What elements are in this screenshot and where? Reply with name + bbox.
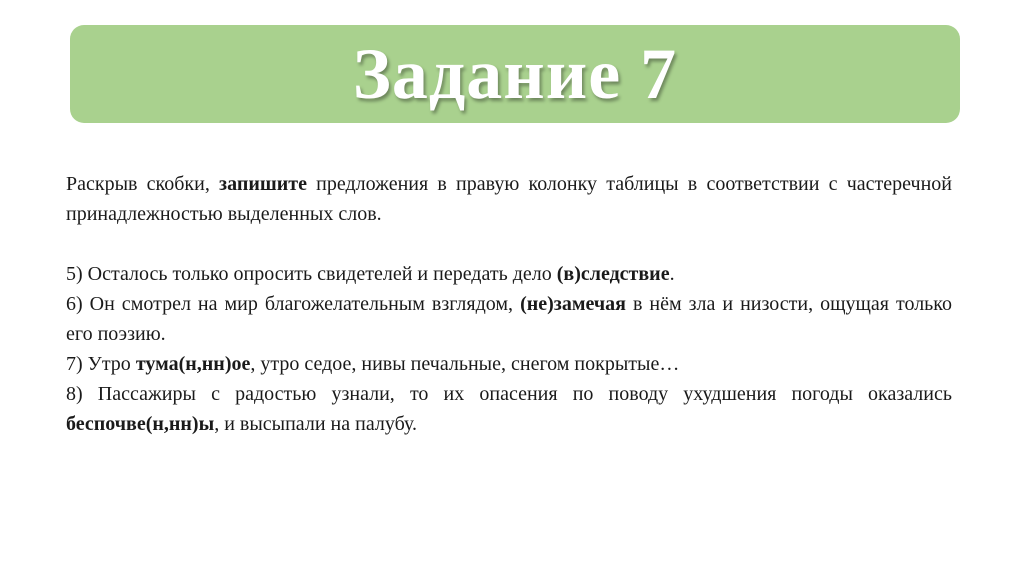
sentence-8 (66, 379, 952, 439)
instruction-after: предложения в правую колонку таблицы в соответствии с частеречной принадлежностью выделенных слов. (66, 173, 952, 225)
instruction-bold: запишите (219, 173, 307, 195)
sentence-5-highlight: (в)следствие (556, 263, 670, 285)
sentence-7-after: , утро седое, нивы печальные, снегом покрытые… (250, 353, 680, 375)
title-banner (70, 25, 960, 123)
sentence-6-before: 6) Он смотрел на мир благожелательным взглядом, (66, 293, 521, 315)
sentence-8-after: , и высыпали на палубу. (214, 413, 418, 435)
instruction-text (66, 169, 952, 229)
instruction-before: Раскрыв скобки, (66, 173, 220, 195)
sentence-8-highlight: беспочве(н,нн)ы (66, 413, 215, 435)
sentence-8-before: 8) Пассажиры с радостью узнали, то их опасения по поводу ухудшения погоды оказались (66, 383, 952, 405)
sentence-5-before: 5) Осталось только опросить свидетелей и передать дело (66, 263, 557, 285)
sentence-6-highlight: (не)замечая (520, 293, 626, 315)
sentence-5-after: . (669, 263, 675, 285)
task-content (66, 169, 952, 439)
paragraph-gap (66, 229, 952, 259)
sentence-6-after: в нём зла и низости, ощущая только его поэзию. (66, 293, 952, 345)
slide-title: Задание 7 (352, 34, 678, 114)
sentence-7-before: 7) Утро (66, 353, 136, 375)
sentence-5 (66, 259, 952, 289)
sentence-7 (66, 349, 952, 379)
sentence-7-highlight: тума(н,нн)ое (135, 353, 251, 375)
sentence-6 (66, 289, 952, 349)
